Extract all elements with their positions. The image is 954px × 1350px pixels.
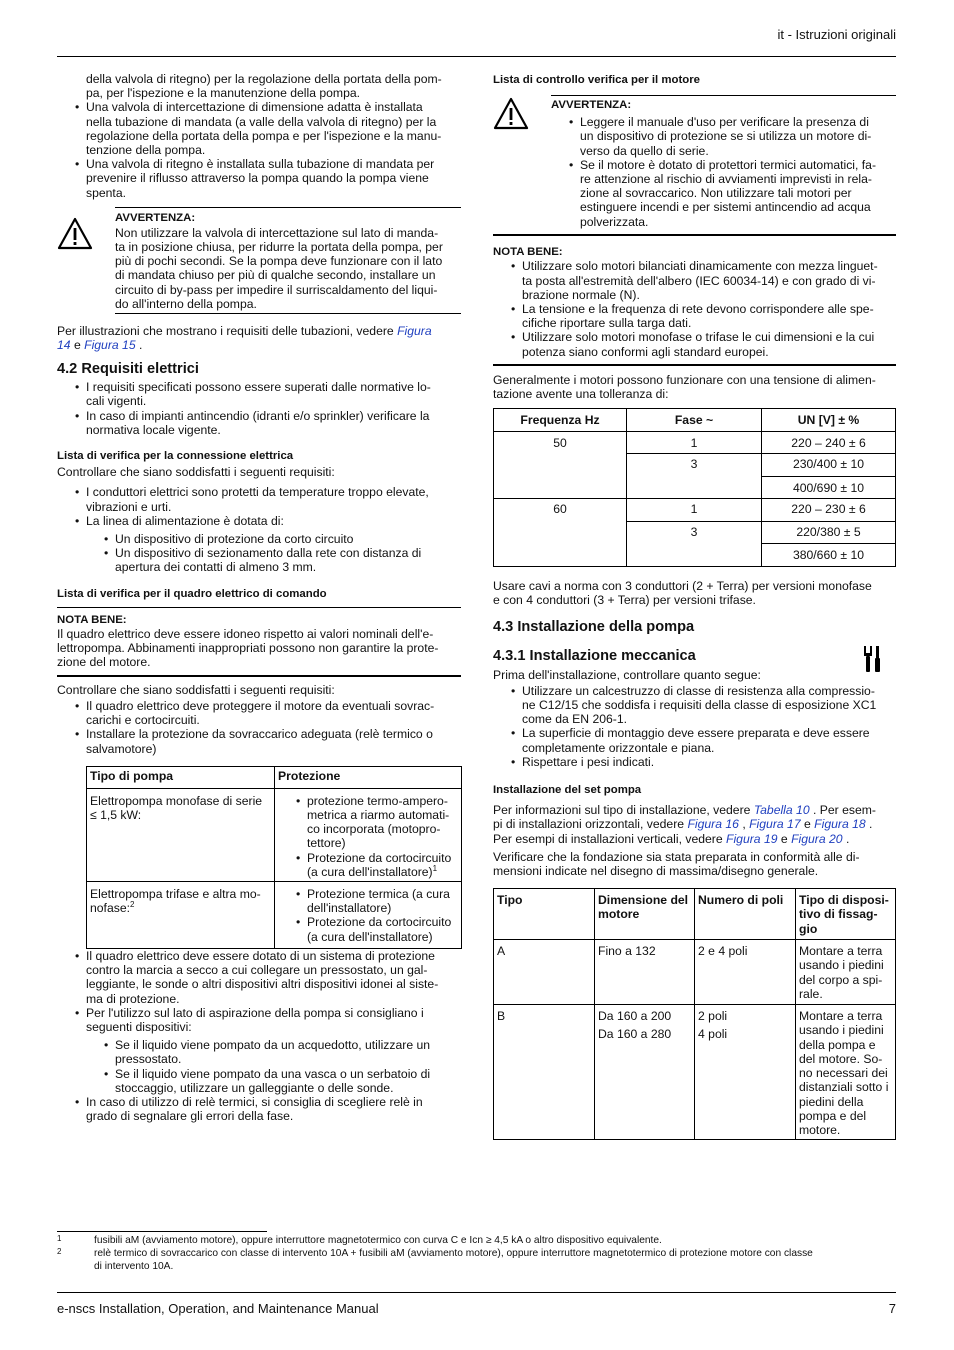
table-cell	[275, 788, 462, 881]
list-item: • La tensione e la frequenza di rete devono corrispondere alle spe- cifiche riportare sulla targa dati.	[510, 302, 896, 330]
table-header-cell: Tipo di disposi- tivo di fissag- gio	[796, 889, 896, 940]
text: .	[842, 831, 850, 846]
relay-bullet	[74, 1095, 461, 1123]
table-header-cell: Dimensione del motore	[595, 889, 695, 940]
list-item: • Il quadro elettrico deve essere dotato di un sistema di protezione contro la marcia a secco a cui collegare un pressostato, un gal- leggiante, le sonde o altri dispositivi altri dispositivi idonei al siste- ma di protezione.	[74, 949, 461, 1006]
table-cell: B	[494, 1005, 595, 1140]
paragraph: Usare cavi a norma con 3 conduttori (2 + Terra) per versioni monofase e con 4 conduttori (3 + Terra) per versioni trifase.	[493, 579, 872, 608]
electrical-req-bullets	[74, 380, 461, 437]
table-cell: 230/400 ± 10	[762, 454, 896, 477]
list-item: • Se il motore è dotato di protettori termici automatici, fa- re attenzione al rischio di avviamenti imprevisti in rela- zione al sovraccarico. Non utilizzare tali motori per estinguere incendi e per sistemi antincendio ad acqua polverizzata.	[568, 158, 896, 229]
table-header-row	[494, 409, 896, 432]
footnote-text: relè termico di sovraccarico con classe di intervento 10A + fusibili aM (avviamento motore), oppure interruttore magnetotermico di protezione motore con classe di intervento 10A.	[94, 1248, 813, 1272]
note-text: Il quadro elettrico deve essere idoneo rispetto ai valori nominali dell'e- lettropompa. Abbinamenti inappropriati possono non garantire la prote- zione del motore.	[57, 627, 439, 670]
tools-icon	[862, 646, 882, 673]
divider	[115, 207, 461, 208]
table-row	[87, 788, 462, 881]
list-item: • In caso di impianti antincendio (idranti e/o sprinkler) verificare la normativa locale vigente.	[74, 409, 461, 437]
subheading-panel-checklist: Lista di verifica per il quadro elettrico di comando	[57, 587, 327, 600]
list-item: • I requisiti specificati possono essere superati dalle normative lo- cali vigenti.	[74, 380, 461, 408]
protection-bullets	[74, 949, 461, 1034]
table-cell: 60	[494, 499, 627, 567]
paragraph: Generalmente i motori possono funzionare con una tensione di alimen- tazione avente una tolleranza di:	[493, 372, 876, 402]
table-cell: 380/660 ± 10	[762, 544, 896, 567]
list-item: • Se il liquido viene pompato da una vasca o un serbatoio di stoccaggio, utilizzare un galleggiante o delle sonde.	[103, 1067, 461, 1095]
footnote-ref[interactable]: 1	[432, 863, 438, 873]
text: Per illustrazioni che mostrano i requisiti delle tubazioni, vedere	[57, 323, 398, 338]
list-item: • Rispettare i pesi indicati.	[510, 755, 896, 769]
left-column	[57, 72, 461, 1123]
paragraph: Controllare che siano soddisfatti i seguenti requisiti:	[57, 682, 335, 697]
link-figura-16[interactable]: Figura 16	[687, 817, 739, 832]
divider	[493, 235, 896, 236]
table-cell: 2 e 4 poli	[695, 940, 796, 1005]
link-figura-20[interactable]: Figura 20	[791, 831, 843, 846]
list-item: • Utilizzare solo motori bilanciati dinamicamente con mezza linguet- ta posta all'estremità dell'albero (IEC 60034-14) e con grado di vi- brazione normale (N).	[510, 259, 896, 302]
text: Protezione da cortocircuito (a cura dell'installatore)	[307, 850, 452, 879]
table-cell: Montare a terra usando i piedini del corpo a spi- rale.	[796, 940, 896, 1005]
continued-paragraph: della valvola di ritegno) per la regolazione della portata della pom- pa, per l'ispezione e la manutenzione della pompa.	[86, 72, 442, 101]
subheading-connection-checklist: Lista di verifica per la connessione elettrica	[57, 450, 294, 463]
list-item: • La superficie di montaggio deve essere preparata e deve essere completamente orizzontale e piana.	[510, 726, 896, 754]
list-item: • Se il liquido viene pompato da un acquedotto, utilizzare un pressostato.	[103, 1038, 461, 1066]
connection-bullets	[74, 485, 461, 528]
list-item: • Un dispositivo di sezionamento dalla rete con distanza di apertura dei contatti di almeno 3 mm.	[103, 546, 461, 574]
table-row	[494, 1005, 896, 1140]
warning-box-valve	[57, 207, 461, 320]
list-item	[295, 851, 458, 879]
table-row	[494, 432, 896, 454]
link-figura-18[interactable]: Figura 18	[814, 817, 866, 832]
section-heading-4-3: 4.3 Installazione della pompa	[493, 618, 695, 635]
link-figura-14-number[interactable]: 14	[57, 338, 71, 353]
warning-triangle-icon	[57, 217, 93, 250]
warning-title: AVVERTENZA:	[551, 99, 632, 112]
table-cell: Montare a terra usando i piedini della pompa e del motore. So- no necessari dei distanziali sotto i piedini della pompa e del motore.	[796, 1005, 896, 1140]
footnote-number: 2	[57, 1247, 62, 1256]
text: Elettropompa trifase e altra mo- nofase:	[90, 886, 261, 916]
table-cell: 1	[627, 499, 762, 522]
table-cell: 220 – 240 ± 6	[762, 432, 896, 454]
text: e	[777, 831, 792, 846]
table-row	[494, 499, 896, 522]
text: e	[70, 338, 85, 353]
footnote	[57, 1234, 896, 1247]
note-bullets	[510, 259, 896, 358]
table-cell	[695, 1005, 796, 1140]
section-heading-4-2: 4.2 Requisiti elettrici	[57, 361, 199, 378]
footnote-text: fusibili aM (avviamento motore), oppure interruttore magnetotermico con curva C e Icn ≥ 4,5 kA o altro dispositivo equivalente.	[94, 1235, 662, 1246]
footer-manual-title: e-nscs Installation, Operation, and Maintenance Manual	[57, 1301, 379, 1316]
list-item: • Utilizzare un calcestruzzo di classe di resistenza alla compressio- ne C12/15 che soddisfa i requisiti della classe di esposizione XC1 come da EN 206-1.	[510, 684, 896, 727]
warning-box-motor	[493, 95, 896, 245]
footnotes	[57, 1234, 896, 1273]
footnote-rule	[57, 1231, 267, 1232]
figure-reference-paragraph	[57, 324, 461, 352]
divider	[57, 675, 461, 677]
suction-sub-bullets	[103, 1038, 461, 1095]
text: Per informazioni sul tipo di installazione, vedere	[493, 803, 754, 818]
valve-bullets	[74, 100, 461, 199]
protection-list	[295, 794, 458, 879]
text: e	[800, 817, 815, 832]
section-heading-4-3-1: 4.3.1 Installazione meccanica	[493, 647, 696, 664]
divider	[551, 95, 896, 96]
table-cell: Fino a 132	[595, 940, 695, 1005]
list-item: • In caso di utilizzo di relè termici, si consiglia di scegliere relè in grado di segnalare gli errori della fase.	[74, 1095, 461, 1123]
link-figura-15[interactable]: Figura 15	[84, 338, 136, 353]
table-cell: A	[494, 940, 595, 1005]
paragraph: Verificare che la fondazione sia stata preparata in conformità alle di- mensioni indicate nel disegno di massima/disegno generale.	[493, 849, 860, 879]
table-cell: Elettropompa monofase di serie ≤ 1,5 kW:	[87, 788, 275, 881]
table-header-cell: UN [V] ± %	[762, 409, 896, 432]
list-item: • Il quadro elettrico deve proteggere il motore da eventuali sovrac- carichi e cortocircuiti.	[74, 699, 461, 727]
header-rule	[57, 56, 896, 57]
table-cell: 400/690 ± 10	[762, 477, 896, 499]
list-item: • protezione termo-ampero- metrica a riarmo automati- co incorporata (motopro- tettore)	[295, 794, 458, 851]
table-cell	[87, 881, 275, 948]
warning-bullets	[568, 115, 896, 229]
table-header-cell: Frequenza Hz	[494, 409, 627, 432]
text: 2 poli	[698, 1009, 728, 1024]
list-item: • Un dispositivo di protezione da corto circuito	[103, 532, 461, 546]
footer-rule	[57, 1292, 896, 1293]
divider	[57, 607, 461, 608]
text: Da 160 a 200	[598, 1009, 672, 1024]
list-item: • Installare la protezione da sovraccarico adeguata (relè termico o salvamotore)	[74, 727, 461, 755]
protection-list	[295, 887, 458, 944]
list-item: • Protezione da cortocircuito (a cura dell'installatore)	[295, 915, 458, 943]
text: . Per esempi di installazioni verticali, vedere	[493, 817, 873, 846]
installation-references-paragraph	[493, 803, 896, 846]
table-header-cell: Fase ~	[627, 409, 762, 432]
footnote	[57, 1247, 896, 1273]
panel-bullets	[74, 699, 461, 756]
list-item: • Per l'utilizzo sul lato di aspirazione della pompa si consigliano i seguenti dispositivi:	[74, 1006, 461, 1034]
table-cell: 1	[627, 432, 762, 454]
mechanical-bullets	[510, 684, 896, 769]
table-header-row	[494, 889, 896, 940]
table-header-cell: Protezione	[275, 766, 462, 788]
table-header-row	[87, 766, 462, 788]
list-item: • Una valvola di ritegno è installata sulla tubazione di mandata per prevenire il riflusso attraverso la pompa quando la pompa viene spenta.	[74, 157, 461, 200]
link-tabella-10[interactable]: Tabella 10	[753, 803, 810, 818]
table-cell: 220 – 230 ± 6	[762, 499, 896, 522]
text: Da 160 a 280	[598, 1027, 672, 1042]
link-figura-19[interactable]: Figura 19	[726, 831, 778, 846]
footnote-ref[interactable]: 2	[129, 900, 135, 910]
right-column	[493, 73, 896, 1140]
warning-text: Non utilizzare la valvola di intercettazione sul lato di manda- ta in posizione chiusa, per ridurre la portata della pompa, per più di pochi secondi. Se la pompa deve funzionare con il lato di mandata chiuso per più di qualche secondo, installare un circuito di by-pass per impedire il surriscaldamento del liqui- do all'interno della pompa.	[115, 225, 443, 311]
table-cell: 220/380 ± 5	[762, 522, 896, 544]
link-figura-14[interactable]: Figura	[397, 323, 432, 338]
footnote-number: 1	[57, 1234, 62, 1243]
subheading-motor-checklist: Lista di controllo verifica per il motore	[493, 74, 700, 86]
table-header-cell: Numero di poli	[695, 889, 796, 940]
table-cell	[595, 1005, 695, 1140]
fixing-table	[493, 888, 896, 1140]
list-item: • La linea di alimentazione è dotata di:	[74, 514, 461, 528]
list-item: • Protezione termica (a cura dell'installatore)	[295, 887, 458, 915]
table-header-cell: Tipo	[494, 889, 595, 940]
warning-title: AVVERTENZA:	[115, 211, 196, 224]
list-item: • Leggere il manuale d'uso per verificare la presenza di un dispositivo di protezione se si utilizza un motore di- verso da quello di serie.	[568, 115, 896, 158]
table-cell: 3	[627, 522, 762, 567]
list-item: • Una valvola di intercettazione di dimensione adatta è installata nella tubazione di mandata (a valle della valvola di ritegno) per la regolazione della portata della pompa e per l'ispezione e la manu- tenzione della pompa.	[74, 100, 461, 157]
text: ,	[738, 817, 750, 832]
text: . Per esem- pi di installazioni orizzontali, vedere	[493, 803, 876, 832]
table-header-cell: Tipo di pompa	[87, 766, 275, 788]
list-item: • I conduttori elettrici sono protetti da temperature troppo elevate, vibrazioni e urti.	[74, 485, 461, 513]
text: 4 poli	[698, 1027, 728, 1042]
divider	[493, 364, 896, 366]
table-cell	[275, 881, 462, 948]
protection-table	[86, 766, 462, 949]
note-title: NOTA BENE:	[57, 613, 127, 626]
header-doc-language: it - Istruzioni originali	[777, 27, 896, 42]
table-row	[87, 881, 462, 948]
warning-triangle-icon	[493, 97, 529, 130]
table-cell: 50	[494, 432, 627, 499]
divider	[115, 313, 461, 314]
page-number: 7	[888, 1301, 896, 1316]
subheading-pump-set: Installazione del set pompa	[493, 784, 642, 797]
note-title: NOTA BENE:	[493, 246, 563, 259]
list-item: • Utilizzare solo motori monofase o trifase le cui dimensioni e la cui potenza siano conformi agli standard europei.	[510, 330, 896, 358]
connection-sub-bullets	[103, 532, 461, 575]
paragraph: Prima dell'installazione, controllare quanto segue:	[493, 667, 761, 682]
subsection-4-3-1-header	[493, 647, 896, 665]
voltage-table	[493, 408, 896, 567]
text: .	[135, 338, 143, 353]
table-cell: 3	[627, 454, 762, 499]
table-row	[494, 940, 896, 1005]
paragraph: Controllare che siano soddisfatti i seguenti requisiti:	[57, 465, 335, 480]
link-figura-17[interactable]: Figura 17	[749, 817, 801, 832]
